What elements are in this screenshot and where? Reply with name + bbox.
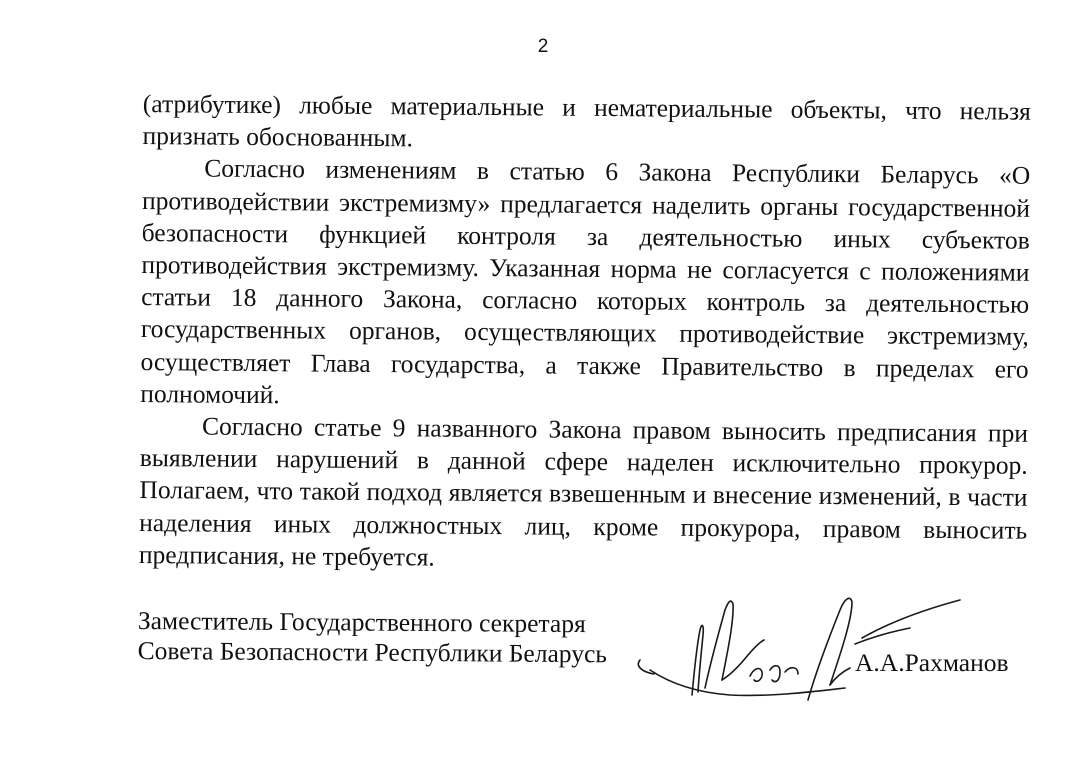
document-body — [139, 88, 1031, 579]
signer-name: А.А.Рахманов — [855, 648, 1009, 677]
page-number: 2 — [537, 36, 549, 57]
paragraph-article-9: Согласно статье 9 названного Закона правом выносить предписания при выявлении нарушений в данной сфере наделен исключительно прокурор. Полагаем, что такой подход является взвешенным и внесение изменений, в части наделения иных должностных лиц, кроме прокурора, правом выносить предписания, не требуется. — [138, 411, 1029, 572]
paragraph-article-6: Согласно изменениям в статью 6 Закона Республики Беларусь «О противодействии экстремизму» предлагается наделить органы государственной безопасности функцией контроля за деятельностью иных субъектов противодействия экстремизму. Указанная норма не согласуется с положениями статьи 18 данного Закона, согласно которых контроль за деятельностью государственных органов, осуществляющих противодействие экстремизму, осуществляет Глава государства, а также Правительство в пределах его полномочий. — [140, 153, 1031, 410]
signer-position-line-2: Совета Безопасности Республики Беларусь — [137, 635, 608, 669]
paragraph-continuation: (атрибутике) любые материальные и нематериальные объекты, что нельзя признать обоснованным. — [142, 88, 1031, 153]
signer-position-line-1: Заместитель Государственного секретаря — [137, 606, 586, 639]
signer-position — [138, 606, 608, 669]
